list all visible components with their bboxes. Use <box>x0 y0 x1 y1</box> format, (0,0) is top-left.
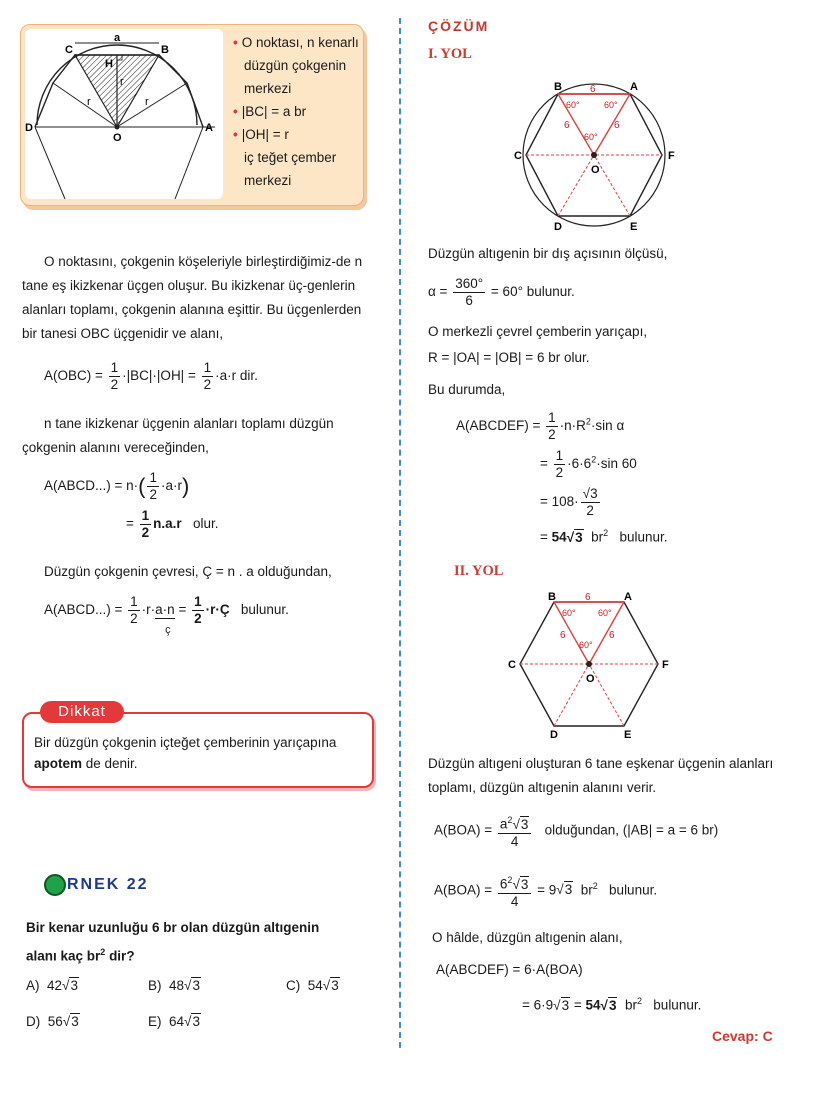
hex2-side-right: 6 <box>609 630 615 641</box>
hex1-angle-a: 60° <box>604 100 618 110</box>
bullet-1-line-1: O noktası, n kenarlı <box>241 35 359 50</box>
hex2-label-f: F <box>662 659 669 671</box>
bullet-dot: • <box>233 104 238 119</box>
option-e[interactable]: E) 64√3 <box>148 1014 200 1029</box>
equation-radius: R = |OA| = |OB| = 6 br olur. <box>428 350 590 365</box>
equation-area-2: = $\frac{1}{2}$ $\cdot 6\cdot 6^2\cdot\sin$ 60 <box>540 448 637 480</box>
equation-area-4: = 54√3 $br^2$ bulunur. <box>540 528 668 545</box>
hex1-angle-b: 60° <box>566 100 580 110</box>
bullet-dot: • <box>233 127 238 142</box>
bullet-3-line-2: iç teğet çember <box>244 150 337 165</box>
equation-area-polygon: A(ABCD...) = n·( $\frac{1}{2}$ ·a·r) <box>44 470 190 502</box>
dikkat-text <box>34 732 364 774</box>
hex1-label-b: B <box>554 81 562 93</box>
eq3-tail: olur. <box>192 516 219 532</box>
hex2-angle-a: 60° <box>598 608 612 618</box>
eq4-eq: = <box>178 602 187 618</box>
hex2-label-d: D <box>550 729 558 740</box>
left-paragraph-2: n tane ikizkenar üçgenin alanları toplamı düzgün çokgenin alanını vereceğinden, <box>22 416 334 455</box>
method-2-heading: II. YOL <box>454 563 504 579</box>
hex1-label-o: O <box>591 164 600 176</box>
equation-area-1: A(ABCDEF) = $\frac{1}{2}$ $\cdot n\cdot R^2\cdot\sin$ α <box>456 410 625 442</box>
hex1-label-a: A <box>630 81 638 93</box>
fig-label-c: C <box>65 44 73 56</box>
hex2-angle-b: 60° <box>562 608 576 618</box>
fig-label-r-right: r <box>145 96 149 108</box>
hex1-side-top: 6 <box>590 84 596 95</box>
eq4-c: ç <box>165 624 171 637</box>
bullet-2-line-1: |BC| = a br <box>241 104 307 119</box>
eq4-an: a·n ç <box>155 602 175 637</box>
eq3-nar: n.a.r <box>153 516 182 532</box>
fraction-half: $\frac{1}{2}$ <box>149 470 157 502</box>
eq4-mid: ·r· <box>141 602 156 618</box>
equation-area-nar: = $\frac{1}{2}$ n.a.r olur. <box>126 508 219 540</box>
hex1-label-e: E <box>630 221 638 233</box>
eq4-tail: bulunur. <box>240 602 289 618</box>
ornek-question-line-2: alanı kaç br <box>26 948 101 964</box>
hexagon-diagram-2 <box>506 590 682 740</box>
equation-area-obc <box>44 360 258 393</box>
equation-boa-2: A(BOA) = $\frac{6^2√3}{4}$ = 9√3 $br^2$ bulunur. <box>434 872 657 910</box>
fig-label-r-left: r <box>87 96 91 108</box>
ornek-question-sup: 2 <box>100 947 106 957</box>
hex1-angle-o: 60° <box>584 132 598 142</box>
dikkat-apotem: apotem <box>34 756 83 771</box>
equation-final-1: A(ABCDEF) = 6·A(BOA) <box>436 962 583 977</box>
fraction-half: $\frac{1}{2}$ <box>130 594 138 626</box>
dikkat-text-line-2: de denir. <box>82 756 138 771</box>
bullet-3-line-1: |OH| = r <box>241 127 289 142</box>
left-paragraph-1: O noktasını, çokgenin köşeleriyle birleştirdiğimiz-de n tane eş ikizkenar üçgen oluşur. Bu ikizkenar üç-genlerin alanları toplamı, çokgenin alanına eşittir. Bu üçgenlerden bir tanesi OBC üçgenidir ve alanı, <box>22 254 363 341</box>
left-paragraph-3: Düzgün çokgenin çevresi, Ç = n . a olduğundan, <box>44 564 332 579</box>
fig-label-d: D <box>25 122 33 134</box>
solution-sentence-5: O hâlde, düzgün altıgenin alanı, <box>432 930 623 945</box>
option-b[interactable]: B) 48√3 <box>148 978 200 993</box>
hex1-side-left: 6 <box>564 120 570 131</box>
equation-final-2: = 6·9√3 = 54√3 $br^2$ bulunur. <box>522 996 702 1013</box>
eq4-lhs: A(ABCD...) = <box>44 602 123 618</box>
eq1-lhs: A(OBC) = <box>44 368 103 384</box>
option-c[interactable]: C) 54√3 <box>286 978 339 993</box>
hex1-label-d: D <box>554 221 562 233</box>
option-a[interactable]: A) 42√3 <box>26 978 78 993</box>
fig-label-a: a <box>114 32 121 44</box>
answer-label: Cevap: C <box>712 1028 773 1044</box>
polygon-figure <box>25 29 223 199</box>
eq1-mid: ·|BC|·|OH| = <box>122 368 196 384</box>
fig-label-r-mid: r <box>120 76 124 88</box>
equation-area-3: = 108· $\frac{√3}{2}$ <box>540 486 598 518</box>
hex2-side-top: 6 <box>585 592 591 603</box>
ornek-o-icon <box>44 874 66 896</box>
fraction-half-bold: $\frac{1}{2}$ <box>194 594 202 626</box>
polygon-diagram <box>25 29 223 199</box>
column-divider <box>399 18 401 1048</box>
eq1-end: ·a·r dir. <box>215 368 258 384</box>
ornek-question <box>26 916 376 969</box>
hex1-label-f: F <box>668 150 675 162</box>
bullet-1-line-3: merkezi <box>244 81 292 96</box>
hex2-label-a: A <box>624 591 632 603</box>
solution-sentence-4: Düzgün altıgeni oluşturan 6 tane eşkenar üçgenin alanları toplamı, düzgün altıgenin alanını verir. <box>428 756 774 795</box>
hex1-side-right: 6 <box>614 120 620 131</box>
fraction-half: $\frac{1}{2}$ <box>203 360 212 392</box>
hex2-label-o: O <box>586 673 595 685</box>
fig-label-a-pt: A <box>205 122 213 134</box>
fig-label-b: B <box>161 44 169 56</box>
equation-area-perimeter <box>44 594 289 637</box>
solution-sentence-3: Bu durumda, <box>428 382 506 397</box>
fraction-half-bold: $\frac{1}{2}$ <box>141 508 150 540</box>
solution-sentence-2: O merkezli çevrel çemberin yarıçapı, <box>428 324 648 339</box>
ornek-question-end: dir? <box>105 948 135 964</box>
eq4-rc: ·r·Ç <box>205 602 230 618</box>
solution-heading: ÇÖZÜM <box>428 18 490 34</box>
bullet-3-line-3: merkezi <box>244 173 292 188</box>
equation-alpha: α = $\frac{360^\circ}{6}$ = 60° bulunur. <box>428 276 575 308</box>
ornek-heading <box>44 874 149 896</box>
eq2-inner: ·a·r <box>161 478 182 494</box>
hex2-label-e: E <box>624 729 632 740</box>
fig-label-h: H <box>105 58 113 70</box>
option-d[interactable]: D) 56√3 <box>26 1014 79 1029</box>
hexagon-diagram-1 <box>508 78 688 234</box>
ornek-question-line-1: Bir kenar uzunluğu 6 br olan düzgün altıgenin <box>26 920 320 935</box>
ornek-label: RNEK 22 <box>67 876 149 894</box>
hex2-angle-o: 60° <box>579 640 593 650</box>
hex2-label-b: B <box>548 591 556 603</box>
fig-label-o: O <box>113 132 122 144</box>
bullet-1-line-2: düzgün çokgenin <box>244 58 347 73</box>
dikkat-text-line-1: Bir düzgün çokgenin içteğet çemberinin yarıçapına <box>34 735 337 750</box>
method-1-heading: I. YOL <box>428 46 472 62</box>
hex2-side-left: 6 <box>560 630 566 641</box>
hex1-label-c: C <box>514 150 522 162</box>
hex2-label-c: C <box>508 659 516 671</box>
fraction-half: $\frac{1}{2}$ <box>110 360 119 392</box>
solution-sentence-1: Düzgün altıgenin bir dış açısının ölçüsü, <box>428 246 668 261</box>
eq2-lhs: A(ABCD...) = n· <box>44 478 139 494</box>
bullet-dot: • <box>233 35 238 50</box>
dikkat-tag: Dikkat <box>40 701 124 723</box>
info-bullets <box>233 31 361 192</box>
info-box <box>20 24 364 206</box>
equation-boa-1: A(BOA) = $\frac{a^2√3}{4}$ olduğundan, (|AB| = a = 6 br) <box>434 812 718 850</box>
